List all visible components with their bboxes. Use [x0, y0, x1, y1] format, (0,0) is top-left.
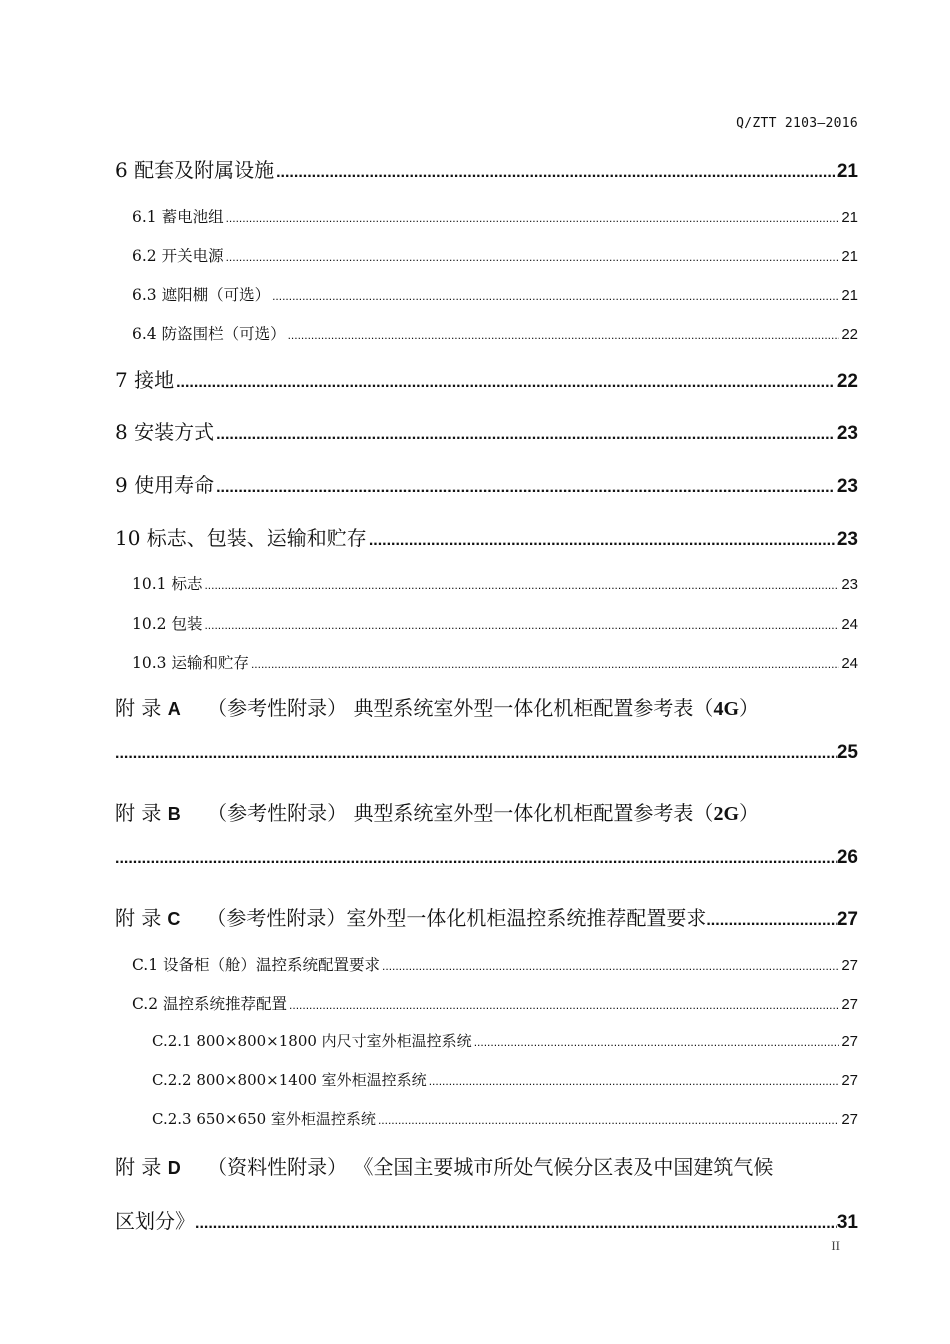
appendix-title: 《全国主要城市所处气候分区表及中国建筑气候	[353, 1155, 774, 1179]
toc-page: 23	[836, 529, 858, 550]
toc-label: 6 配套及附属设施	[115, 158, 275, 182]
toc-label: 10 标志、包装、运输和贮存	[115, 526, 367, 550]
leader-dots	[706, 912, 837, 930]
toc-label: 9 使用寿命	[115, 473, 215, 497]
toc-appendix-a-title[interactable]	[115, 692, 858, 721]
appendix-title: 典型系统室外型一体化机柜配置参考表（	[353, 801, 714, 825]
toc-appendix-d-title[interactable]	[115, 1151, 858, 1180]
toc-page: 27	[841, 1111, 858, 1128]
toc-page: 23	[836, 423, 858, 444]
leader-dots	[226, 211, 840, 225]
toc-label: 6.3 遮阳棚（可选）	[132, 286, 271, 304]
toc-page: 21	[841, 209, 858, 226]
toc-entry-6-1[interactable]	[132, 205, 858, 227]
appendix-type: （参考性附录）	[207, 801, 348, 825]
leader-dots	[176, 374, 835, 392]
toc-label: C.2.1 800×800×1800 内尺寸室外柜温控系统	[152, 1032, 472, 1050]
toc-appendix-a-leader[interactable]	[115, 742, 858, 764]
leader-dots	[204, 618, 839, 632]
leader-dots	[195, 1215, 837, 1233]
leader-dots	[276, 164, 835, 182]
leader-dots	[288, 328, 840, 342]
toc-label: 7 接地	[115, 368, 175, 392]
leader-dots	[382, 959, 839, 973]
appendix-type: （资料性附录）	[207, 1155, 348, 1179]
document-code: Q/ZTT 2103—2016	[736, 116, 858, 131]
toc-page: 21	[836, 161, 858, 182]
page-number: II	[831, 1238, 840, 1253]
appendix-type: （参考性附录）	[207, 696, 348, 720]
leader-dots	[115, 850, 837, 868]
leader-dots	[216, 479, 835, 497]
appendix-close: ）	[739, 696, 759, 720]
appendix-code: 2G	[713, 803, 739, 825]
toc-page: 25	[836, 742, 858, 763]
toc-entry-c-2-2[interactable]	[152, 1069, 858, 1090]
toc-entry-6-4[interactable]	[132, 322, 858, 344]
toc-label: 10.1 标志	[132, 575, 203, 593]
leader-dots	[289, 998, 839, 1012]
toc-label: 6.1 蓄电池组	[132, 208, 224, 226]
toc-page: 24	[841, 616, 858, 633]
toc-page: 27	[841, 996, 858, 1013]
toc-appendix-c[interactable]	[115, 902, 858, 931]
leader-dots	[272, 289, 839, 303]
toc-label: 6.2 开关电源	[132, 247, 224, 265]
leader-dots	[204, 578, 839, 592]
toc-page: 27	[841, 957, 858, 974]
leader-dots	[251, 657, 839, 671]
toc-entry-c-2-3[interactable]	[152, 1108, 858, 1129]
appendix-letter: A	[167, 699, 181, 719]
toc-page: 26	[836, 847, 858, 868]
toc-page: 27	[841, 1033, 858, 1050]
toc-appendix-b-title[interactable]	[115, 797, 858, 826]
leader-dots	[369, 532, 835, 550]
toc-label: C.2 温控系统推荐配置	[132, 995, 288, 1013]
leader-dots	[474, 1035, 840, 1049]
toc-entry-9[interactable]	[115, 469, 858, 498]
appendix-letter: D	[167, 1158, 181, 1178]
toc-appendix-d-leader[interactable]	[115, 1205, 858, 1234]
toc-label: 10.2 包装	[132, 615, 203, 633]
toc-label: 6.4 防盗围栏（可选）	[132, 325, 286, 343]
leader-dots	[216, 426, 835, 444]
toc-entry-10[interactable]	[115, 522, 858, 551]
toc-page: 22	[841, 326, 858, 343]
leader-dots	[226, 250, 840, 264]
toc-label: 8 安装方式	[115, 420, 215, 444]
toc-page: 21	[841, 248, 858, 265]
toc-entry-8[interactable]	[115, 416, 858, 445]
toc-entry-7[interactable]	[115, 364, 858, 393]
toc-entry-6[interactable]	[115, 154, 858, 183]
toc-page: 31	[836, 1212, 858, 1233]
toc-label: C.2.3 650×650 室外柜温控系统	[152, 1110, 376, 1128]
appendix-prefix: 附 录	[115, 1155, 162, 1179]
toc-entry-10-2[interactable]	[132, 612, 858, 634]
appendix-code: 4G	[713, 698, 739, 720]
toc-page: 22	[836, 371, 858, 392]
leader-dots	[378, 1113, 839, 1127]
appendix-title: 典型系统室外型一体化机柜配置参考表（	[353, 696, 714, 720]
toc-page: 23	[836, 476, 858, 497]
leader-dots	[429, 1074, 840, 1088]
toc-appendix-b-leader[interactable]	[115, 847, 858, 869]
toc-entry-6-3[interactable]	[132, 283, 858, 305]
appendix-prefix: 附 录	[115, 906, 162, 930]
appendix-title-cont: 区划分》	[115, 1209, 195, 1233]
appendix-prefix: 附 录	[115, 801, 162, 825]
toc-label: 10.3 运输和贮存	[132, 654, 249, 672]
toc-page: 21	[841, 287, 858, 304]
appendix-title: 室外型一体化机柜温控系统推荐配置要求	[346, 906, 707, 930]
appendix-letter: B	[167, 804, 181, 824]
toc-page: 27	[836, 909, 858, 930]
appendix-close: ）	[739, 801, 759, 825]
toc-page: 27	[841, 1072, 858, 1089]
toc-entry-10-1[interactable]	[132, 572, 858, 594]
appendix-letter: C	[167, 909, 181, 929]
toc-entry-6-2[interactable]	[132, 244, 858, 266]
toc-entry-c-2[interactable]	[132, 992, 858, 1014]
toc-entry-c-1[interactable]	[132, 953, 858, 975]
toc-entry-10-3[interactable]	[132, 651, 858, 673]
toc-label: C.2.2 800×800×1400 室外柜温控系统	[152, 1071, 427, 1089]
leader-dots	[115, 745, 837, 763]
toc-page: 23	[841, 576, 858, 593]
appendix-type: （参考性附录）	[206, 906, 347, 930]
toc-entry-c-2-1[interactable]	[152, 1030, 858, 1051]
toc-label: C.1 设备柜（舱）温控系统配置要求	[132, 956, 381, 974]
appendix-prefix: 附 录	[115, 696, 162, 720]
toc-page: 24	[841, 655, 858, 672]
